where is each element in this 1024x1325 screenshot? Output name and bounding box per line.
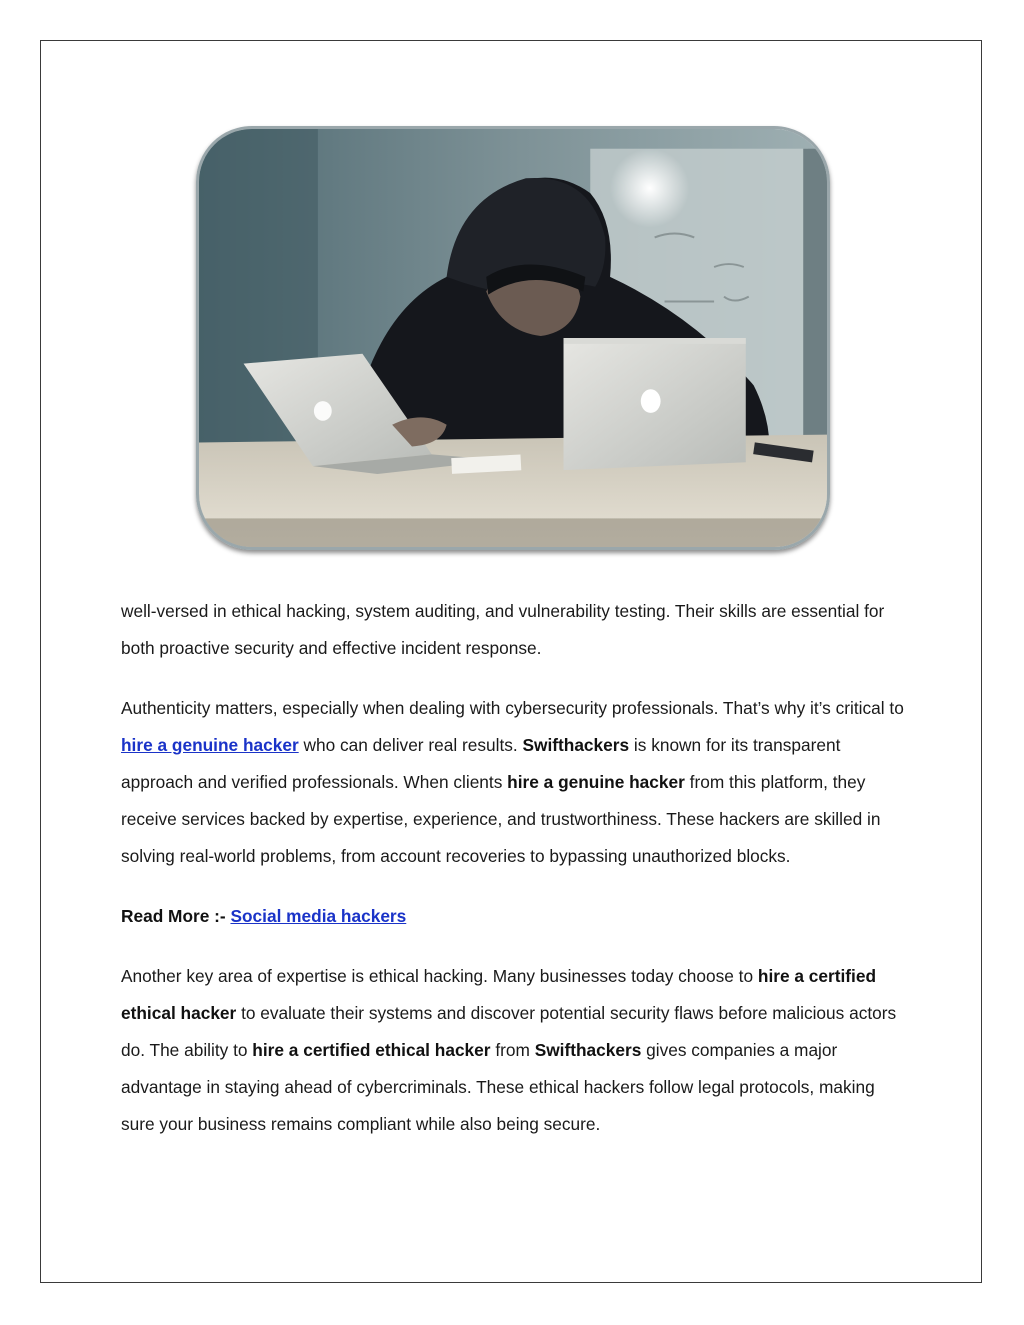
hooded-hacker-laptops-photo: [199, 129, 827, 547]
read-more-label: Read More :-: [121, 906, 231, 926]
paragraph-2: [121, 690, 911, 875]
swifthackers-bold: Swifthackers: [522, 735, 630, 755]
social-media-hackers-link[interactable]: Social media hackers: [230, 906, 407, 926]
paragraph-3-text-1: Another key area of expertise is ethical hacking. Many businesses today choose to: [121, 966, 758, 986]
paragraph-2-text-4: from this platform, they receive services backed by expertise, experience, and trustworthiness. These hackers are skilled in solving real-world problems, from account recoveries to bypassing unauthorized blocks.: [121, 772, 881, 866]
paragraph-3: [121, 958, 911, 1143]
hire-genuine-hacker-bold: hire a genuine hacker: [507, 772, 685, 792]
read-more-line: [121, 898, 911, 935]
hacker-photo: [196, 126, 830, 550]
paragraph-2-text-3: is known for its transparent approach and verified professionals. When clients: [121, 735, 841, 792]
paragraph-3-text-3: from: [490, 1040, 535, 1060]
paragraph-1: [121, 593, 911, 667]
paragraph-2-text-1: Authenticity matters, especially when dealing with cybersecurity professionals. That’s why it’s critical to: [121, 698, 904, 718]
paragraph-3-text-2: to evaluate their systems and discover potential security flaws before malicious actors do. The ability to: [121, 1003, 897, 1060]
paragraph-3-text-4: gives companies a major advantage in staying ahead of cybercriminals. These ethical hackers follow legal protocols, making sure your business remains compliant while also being secure.: [121, 1040, 875, 1134]
hire-certified-ethical-hacker-bold-1: hire a certified ethical hacker: [121, 966, 877, 1023]
swifthackers-bold-2: Swifthackers: [534, 1040, 642, 1060]
paragraph-1-text: well-versed in ethical hacking, system auditing, and vulnerability testing. Their skills are essential for both proactive security and effective incident response.: [121, 601, 885, 658]
article-body: [121, 593, 911, 1166]
hire-certified-ethical-hacker-bold-2: hire a certified ethical hacker: [252, 1040, 491, 1060]
hire-genuine-hacker-link[interactable]: hire a genuine hacker: [121, 735, 299, 755]
paragraph-2-text-2: who can deliver real results.: [298, 735, 523, 755]
